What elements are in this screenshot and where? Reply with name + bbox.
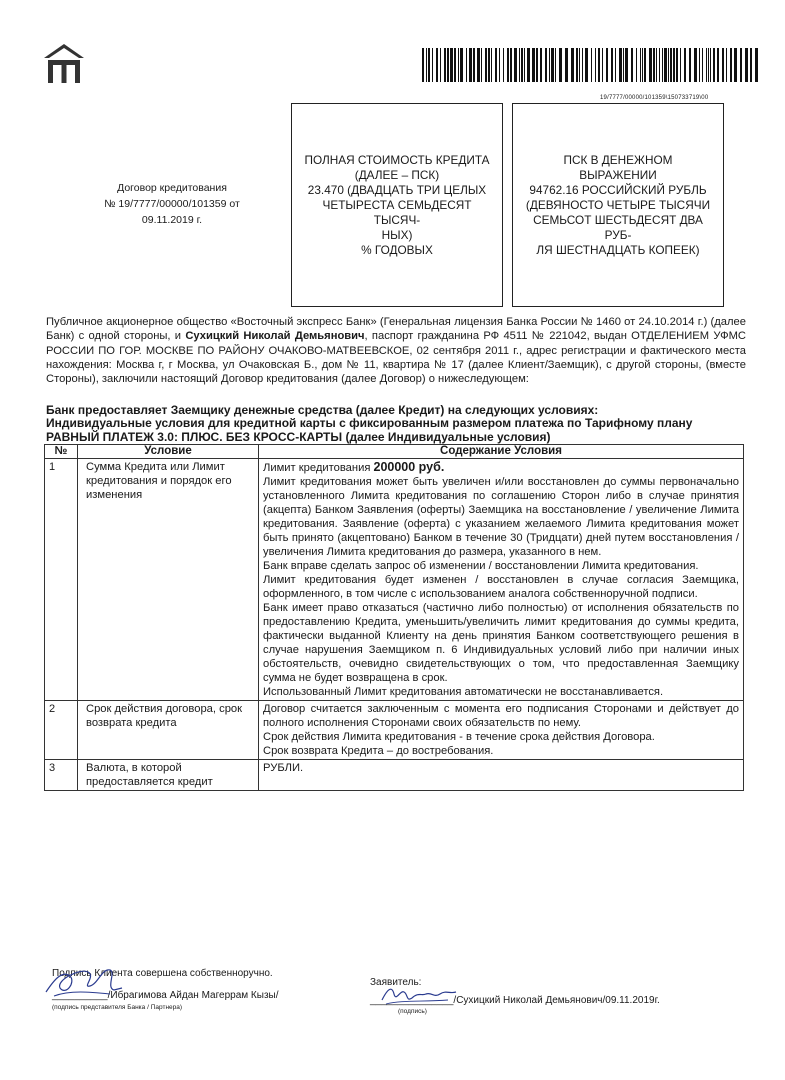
content-paragraph: Лимит кредитования будет изменен / восстановлен в случае согласия Заемщика, оформленного, в том числе с использованием аналога собственноручной подписи. <box>263 574 739 600</box>
row-condition: Валюта, в которой предоставляется кредит <box>78 760 259 791</box>
row-condition: Срок действия договора, срок возврата кредита <box>78 701 259 760</box>
row-content <box>259 760 744 791</box>
contract-ref-line1: Договор кредитования <box>117 182 227 194</box>
psk-money-line: ВЫРАЖЕНИИ <box>579 167 657 182</box>
table-row <box>45 459 744 701</box>
intro-paragraph <box>46 315 746 386</box>
row-num: 1 <box>45 459 78 701</box>
bank-logo-icon <box>42 42 86 86</box>
content-paragraph: Срок действия Лимита кредитования - в течение срока действия Договора. <box>263 731 655 743</box>
content-paragraph: Использованный Лимит кредитования автоматически не восстанавливается. <box>263 686 664 698</box>
psk-line: 23.470 (ДВАДЦАТЬ ТРИ ЦЕЛЫХ <box>307 182 487 197</box>
content-paragraph: РУБЛИ. <box>263 762 304 774</box>
psk-box <box>291 103 503 307</box>
content-paragraph: Лимит кредитования может быть увеличен и/или восстановлен до суммы первоначально установленного Лимита кредитования по соглашению Сторон либо в случае принятия (акцепта) Банком Заявления (оферты) Заемщика на восстановление / увеличение Лимита кредитования. Заявление (оферта) с указанием желаемого Лимита кредитования может быть принято (акцептовано) Банком в течение 30 (Тридцати) дней путем восстановления / увеличения Лимита кредитования до размера, указанного в нем. <box>263 476 739 558</box>
psk-money-line: ЛЯ ШЕСТНАДЦАТЬ КОПЕЕК) <box>536 242 700 257</box>
psk-line: (ДАЛЕЕ – ПСК) <box>354 167 440 182</box>
table-row <box>45 701 744 760</box>
psk-line: НЫХ) <box>381 227 413 242</box>
terms-table <box>44 444 744 791</box>
psk-money-box <box>512 103 724 307</box>
individual-terms-heading: Индивидуальные условия для кредитной карты с фиксированным размером платежа по Тарифному плану РАВНЫЙ ПЛАТЕЖ 3.0: ПЛЮС. БЕЗ КРОСС-КАРТЫ (далее Индивидуальные условия) <box>46 416 693 444</box>
row-content <box>259 459 744 701</box>
applicant-label: Заявитель: <box>370 977 422 988</box>
limit-value: 200000 руб. <box>373 460 445 474</box>
content-paragraph: Банк вправе сделать запрос об изменении / восстановлении Лимита кредитования. <box>263 560 699 572</box>
borrower-name: Сухицкий Николай Демьянович <box>185 330 365 343</box>
limit-line <box>263 460 739 475</box>
content-paragraph: Договор считается заключенным с момента его подписания Сторонами и действует до полного исполнения Сторонами своих обязательств по нему. <box>263 703 739 729</box>
intro-part2: , паспорт гражданина РФ 4511 № 221042, выдан ОТДЕЛЕНИЕМ УФМС РОССИИ ПО ГОР. МОСКВЕ ПО РАЙОНУ ОЧАКОВО-МАТВЕЕВСКОЕ, 02 сентября 2011 г., адрес регистрации и фактического места нахождения: Москва г, г Москва, ул Очаковская Б., дом № 11, квартира № 17 (далее Клиент/Заемщик), с другой стороны, (вместе Стороны), заключили настоящий Договор кредитования (далее Договор) о нижеследующем: <box>46 330 746 386</box>
row-num: 2 <box>45 701 78 760</box>
psk-money-line: ПСК В ДЕНЕЖНОМ <box>563 152 673 167</box>
contract-reference <box>72 180 272 228</box>
section-heading: Банк предоставляет Заемщику денежные средства (далее Кредит) на следующих условиях: <box>46 403 599 417</box>
header-content: Содержание Условия <box>259 445 744 459</box>
row-num: 3 <box>45 760 78 791</box>
content-paragraph: Банк имеет право отказаться (частично либо полностью) от исполнения обязательств по предоставлению Кредита, уменьшить/увеличить лимит кредитования до суммы кредита, фактически выданной Клиенту на день принятия Банком соответствующего решения в случае нарушения Заемщиком п. 6 Индивидуальных условий либо при наличии иных обстоятельств, очевидно свидетельствующих о том, что предоставленная Заемщику сумма не будет возвращена в срок. <box>263 602 739 684</box>
intro-part1: Публичное акционерное общество «Восточный экспресс Банк» (Генеральная лицензия Банка России № 1460 от 24.10.2014 г.) (далее Банк) с одной стороны, и <box>46 316 746 343</box>
row-condition: Сумма Кредита или Лимит кредитования и порядок его изменения <box>78 459 259 701</box>
contract-ref-line2: № 19/7777/00000/101359 от <box>104 198 240 210</box>
table-header-row <box>45 445 744 459</box>
bank-representative-name: __________/Ибрагимова Айдан Магеррам Кызы/ <box>52 990 279 1001</box>
client-signature-note: Подпись Клиента совершена собственноручно. <box>52 968 273 979</box>
psk-line: % ГОДОВЫХ <box>361 242 433 257</box>
header-num: № <box>45 445 78 459</box>
contract-ref-line3: 09.11.2019 г. <box>141 214 203 226</box>
bank-signature-caption: (подпись представителя Банка / Партнера) <box>52 1004 183 1011</box>
limit-label: Лимит кредитования <box>263 462 374 474</box>
psk-money-line: СЕМЬСОТ ШЕСТЬДЕСЯТ ДВА РУБ- <box>533 212 703 242</box>
content-paragraph: Срок возврата Кредита – до востребования. <box>263 745 494 757</box>
table-row <box>45 760 744 791</box>
barcode-caption: 19/7777/00000/101359\150733719\00 <box>600 95 709 101</box>
header-condition: Условие <box>78 445 259 459</box>
psk-money-line: (ДЕВЯНОСТО ЧЕТЫРЕ ТЫСЯЧИ <box>525 197 711 212</box>
applicant-name: _______________/Сухицкий Николай Демьянович/09.11.2019г. <box>370 995 660 1006</box>
psk-line: ПОЛНАЯ СТОИМОСТЬ КРЕДИТА <box>304 152 490 167</box>
applicant-signature-caption: (подпись) <box>398 1008 427 1015</box>
barcode-icon <box>422 48 758 82</box>
row-content <box>259 701 744 760</box>
psk-line: ЧЕТЫРЕСТА СЕМЬДЕСЯТ ТЫСЯЧ- <box>322 197 472 227</box>
psk-money-line: 94762.16 РОССИЙСКИЙ РУБЛЬ <box>529 182 707 197</box>
